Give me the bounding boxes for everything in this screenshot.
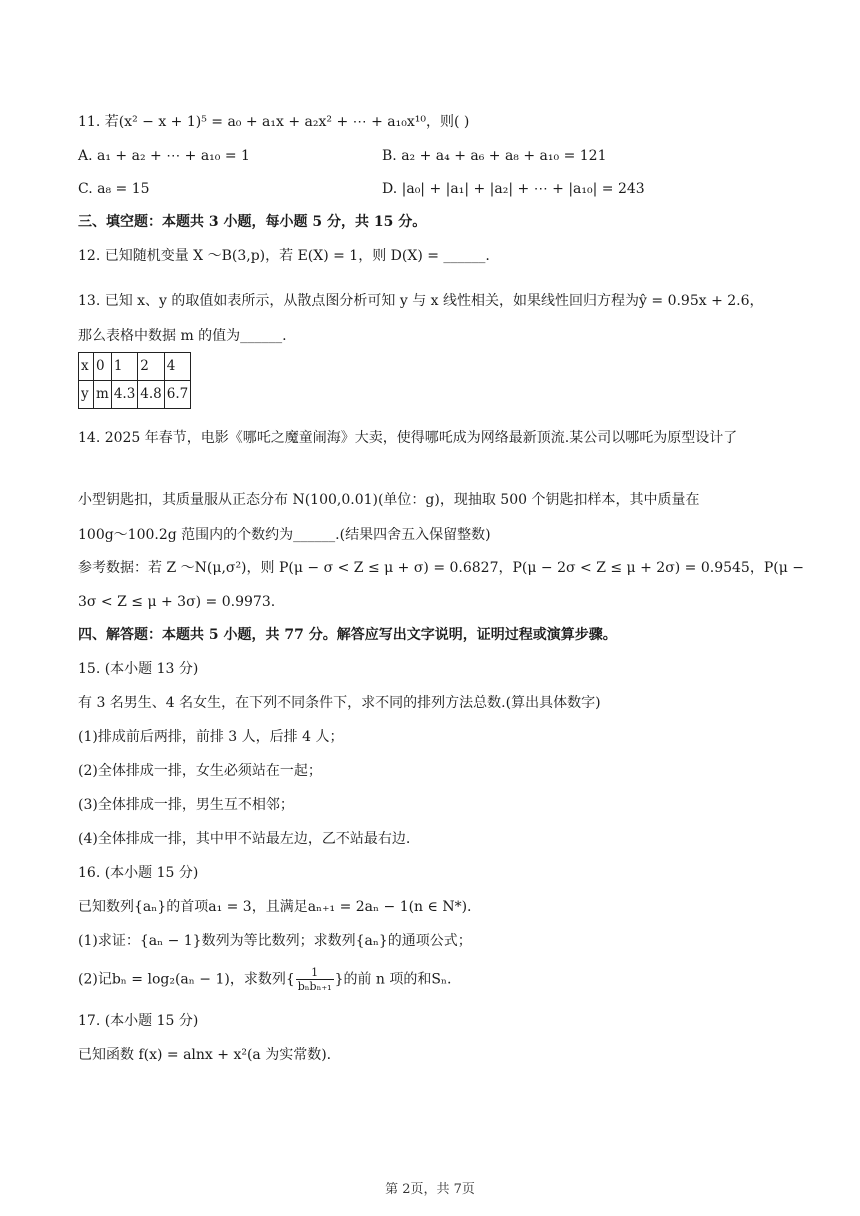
question-13-line-2: 那么表格中数据 m 的值为______.: [78, 328, 287, 344]
table-cell: y: [79, 381, 94, 409]
table-cell: 4.8: [138, 381, 164, 409]
question-11-stem: 11. 若(x² − x + 1)⁵ = a₀ + a₁x + a₂x² + ⋯ + a₁₀x¹⁰，则( ): [78, 114, 470, 130]
fraction-numerator: 1: [296, 966, 334, 980]
section-3-heading: 三、填空题：本题共 3 小题，每小题 5 分，共 15 分。: [78, 214, 427, 230]
question-16-stem: 已知数列{aₙ}的首项a₁ = 3，且满足aₙ₊₁ = 2aₙ − 1(n ∈ N*).: [78, 899, 472, 915]
question-11-option-c: C. a₈ = 15: [78, 181, 150, 197]
question-14-line-2: 小型钥匙扣，其质量服从正态分布 N(100,0.01)(单位：g)，现抽取 500 个钥匙扣样本，其中质量在: [78, 492, 700, 508]
question-15-stem: 有 3 名男生、4 名女生，在下列不同条件下，求不同的排列方法总数.(算出具体数字): [78, 695, 601, 711]
fraction: [296, 966, 334, 993]
table-cell: m: [94, 381, 112, 409]
table-cell: x: [79, 353, 94, 381]
question-11-option-b: B. a₂ + a₄ + a₆ + a₈ + a₁₀ = 121: [382, 148, 607, 164]
part-2-text-before: (2)记bₙ = log₂(aₙ − 1)，求数列{: [78, 971, 295, 988]
question-16-part-1: (1)求证：{aₙ − 1}数列为等比数列；求数列{aₙ}的通项公式；: [78, 933, 472, 949]
question-15-part-4: (4)全体排成一排，其中甲不站最左边，乙不站最右边.: [78, 831, 411, 847]
table-cell: 0: [94, 353, 112, 381]
question-17-heading: 17. (本小题 15 分): [78, 1013, 199, 1029]
part-2-text-after: }的前 n 项的和Sₙ.: [334, 971, 452, 988]
question-13-table: [78, 352, 191, 409]
question-11-option-d: D. |a₀| + |a₁| + |a₂| + ⋯ + |a₁₀| = 243: [382, 181, 645, 197]
page-footer: 第 2页，共 7页: [385, 1182, 475, 1197]
section-4-heading: 四、解答题：本题共 5 小题，共 77 分。解答应写出文字说明，证明过程或演算步骤。: [78, 627, 617, 643]
question-13-line-1: 13. 已知 x、y 的取值如表所示，从散点图分析可知 y 与 x 线性相关，如果线性回归方程为ŷ = 0.95x + 2.6，: [78, 293, 764, 309]
table-cell: 2: [138, 353, 164, 381]
question-14-line-3: 100g～100.2g 范围内的个数约为______.(结果四舍五入保留整数): [78, 527, 491, 543]
question-14-line-1: 14. 2025 年春节，电影《哪吒之魔童闹海》大卖，使得哪吒成为网络最新顶流.某公司以哪吒为原型设计了: [78, 430, 738, 446]
question-17-stem: 已知函数 f(x) = alnx + x²(a 为实常数).: [78, 1047, 332, 1063]
fraction-denominator: bₙbₙ₊₁: [297, 980, 332, 993]
question-14-reference-1: 参考数据：若 Z ～N(μ,σ²)，则 P(μ − σ < Z ≤ μ + σ) = 0.6827，P(μ − 2σ < Z ≤ μ + 2σ) = 0.9545，P(μ −: [78, 560, 804, 576]
question-11-option-a: A. a₁ + a₂ + ⋯ + a₁₀ = 1: [78, 148, 250, 164]
table-cell: 4: [164, 353, 190, 381]
table-row-x: [79, 353, 191, 381]
table-cell: 4.3: [111, 381, 137, 409]
table-cell: 1: [111, 353, 137, 381]
table-row-y: [79, 381, 191, 409]
question-15-part-2: (2)全体排成一排，女生必须站在一起；: [78, 763, 322, 779]
question-15-part-3: (3)全体排成一排，男生互不相邻；: [78, 797, 294, 813]
question-14-reference-2: 3σ < Z ≤ μ + 3σ) = 0.9973.: [78, 594, 276, 610]
question-12: 12. 已知随机变量 X ～B(3,p)，若 E(X) = 1，则 D(X) = ______.: [78, 248, 490, 264]
question-15-part-1: (1)排成前后两排，前排 3 人，后排 4 人；: [78, 729, 344, 745]
question-15-heading: 15. (本小题 13 分): [78, 661, 199, 677]
question-16-heading: 16. (本小题 15 分): [78, 865, 199, 881]
question-16-part-2: [78, 966, 451, 993]
table-cell: 6.7: [164, 381, 190, 409]
